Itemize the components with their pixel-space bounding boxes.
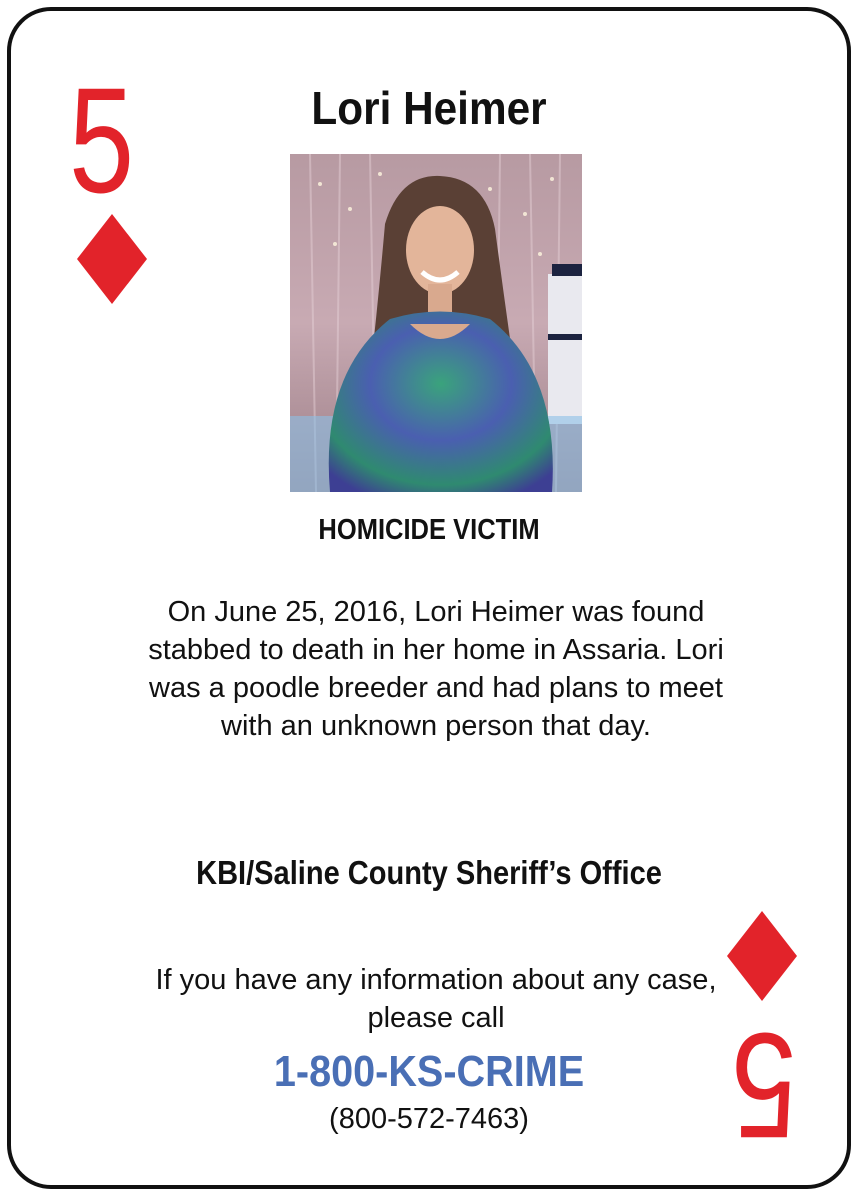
diamond-icon xyxy=(727,911,797,1001)
card-rank-bottom-right: 5 xyxy=(731,1002,797,1170)
case-description: On June 25, 2016, Lori Heimer was found stabbed to death in her home in Assaria. Lori was a poodle breeder and had plans to meet with an unknown person that day. xyxy=(148,596,724,742)
playing-card xyxy=(7,7,851,1189)
diamond-icon xyxy=(77,214,147,304)
phone-number[interactable]: (800-572-7463) xyxy=(329,1103,529,1135)
victim-photo xyxy=(290,154,582,492)
agency-name: KBI/Saline County Sheriff’s Office xyxy=(196,854,662,891)
victim-name: Lori Heimer xyxy=(311,82,547,134)
case-label: HOMICIDE VICTIM xyxy=(318,514,540,546)
hotline-number[interactable]: 1-800-KS-CRIME xyxy=(273,1047,585,1096)
info-request-text: If you have any information about any case, please call xyxy=(155,964,717,1034)
card-rank-top-left: 5 xyxy=(69,56,135,224)
